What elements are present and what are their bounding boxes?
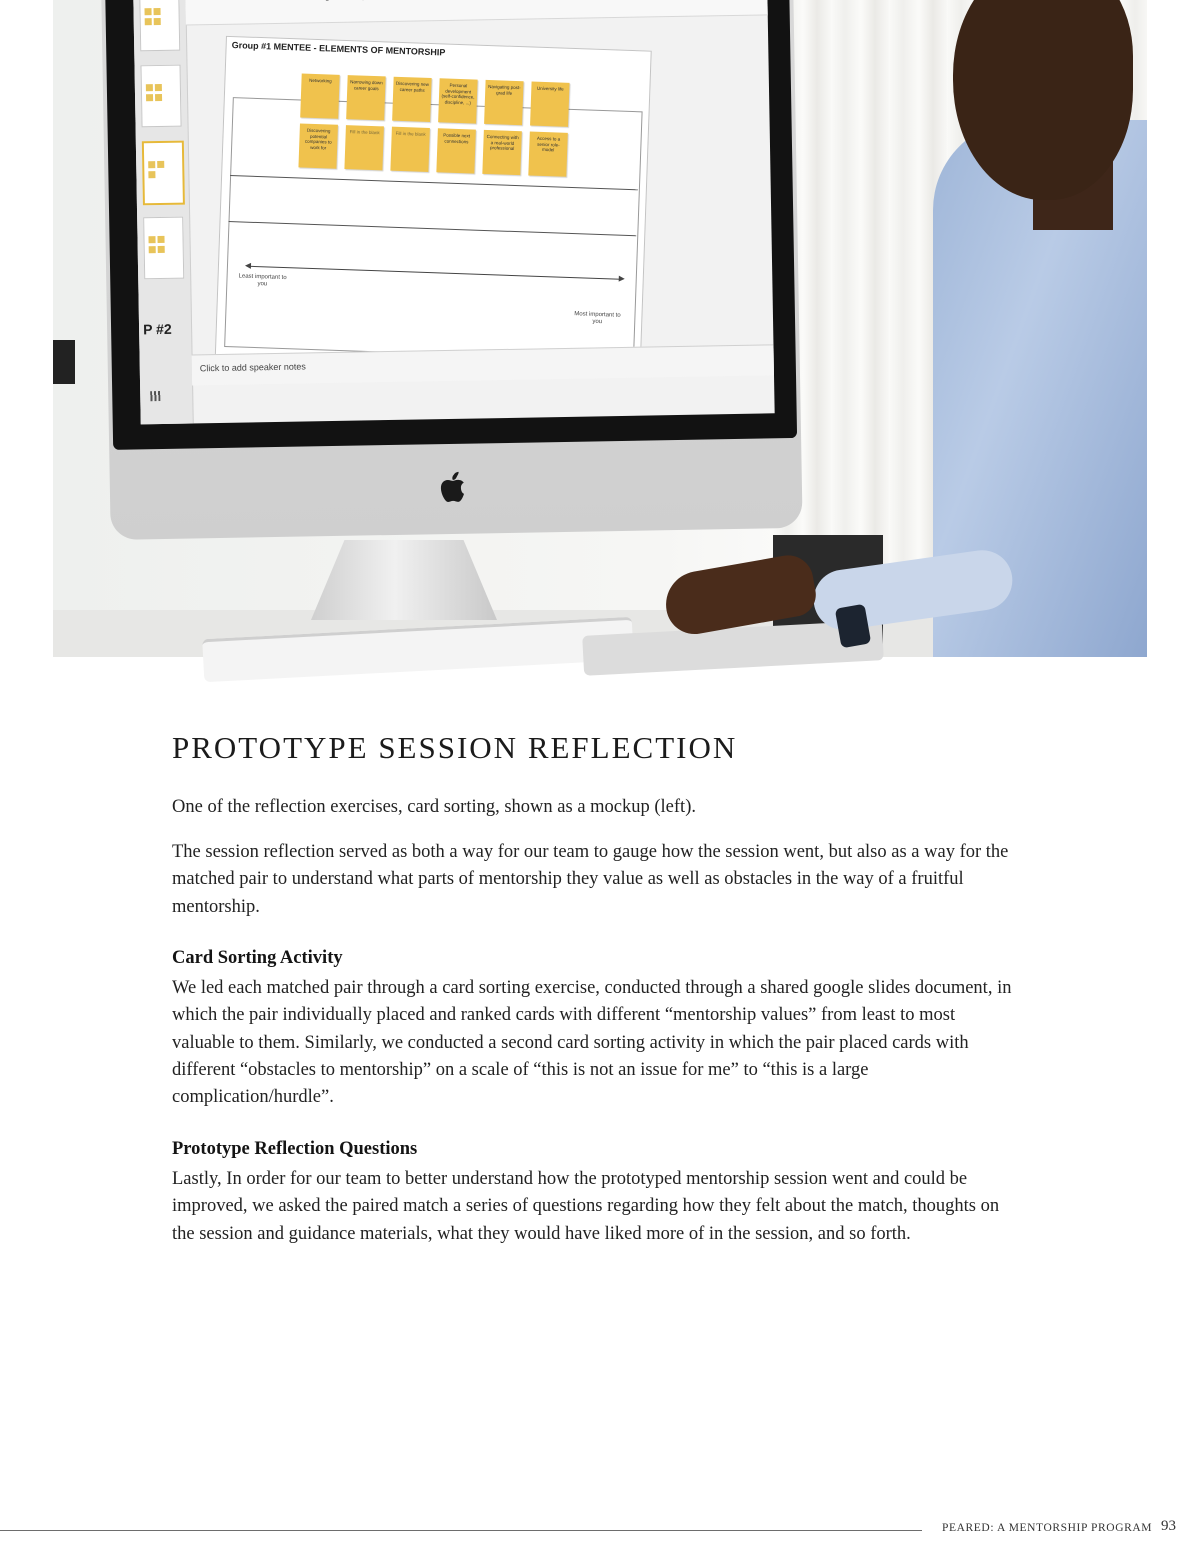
imac-monitor bbox=[101, 0, 803, 540]
card-sorting-slide bbox=[215, 36, 652, 371]
sticky-note: Narrowing down career goals bbox=[346, 75, 386, 120]
slide-thumbnail bbox=[143, 217, 184, 280]
slide-thumbnails bbox=[133, 0, 194, 424]
page-title: PROTOTYPE SESSION REFLECTION bbox=[172, 730, 738, 765]
monitor-bezel bbox=[105, 0, 797, 450]
reflection-paragraph: The session reflection served as both a way for our team to gauge how the session went, but also as a way for the matched pair to understand what parts of mentorship they value as well as obstacles in the way of a fruitful mentorship. bbox=[172, 842, 1009, 917]
monitor-stand bbox=[311, 540, 497, 620]
reflection-questions-body: Lastly, In order for our team to better understand how the prototyped mentorship session went and could be improved, we asked the paired match a series of questions regarding how they felt about the match, thoughts on the session and guidance materials, what they would have liked more of in the session, and so forth. bbox=[172, 1169, 1000, 1244]
grid-view-icon bbox=[150, 391, 160, 401]
monitor-screen bbox=[133, 0, 775, 424]
sticky-note: Personal development (self-confidence, discipline, ...) bbox=[438, 78, 478, 123]
sticky-note: Fill in the blank bbox=[344, 125, 384, 170]
shelf bbox=[53, 340, 75, 384]
footer-publication-label: PEARED: A MENTORSHIP PROGRAM bbox=[942, 1522, 1153, 1534]
page-number: 93 bbox=[1161, 1518, 1176, 1534]
sticky-note: University life bbox=[530, 82, 570, 127]
axis-label-most: Most important to you bbox=[574, 311, 621, 326]
sticky-note: Discovering new career paths bbox=[392, 77, 432, 122]
card-sorting-body: We led each matched pair through a card sorting exercise, conducted through a shared google slides document, in which the pair individually placed and ranked cards with different “mentorship values” from least to most valuable to them. Similarly, we conducted a second card sorting activity in which the pair placed cards with different “obstacles to mentorship” on a scale of “this is not an issue for me” to “this is a large complication/hurdle”. bbox=[172, 978, 1012, 1108]
sticky-note: Connecting with a real-world professional bbox=[482, 130, 522, 175]
sticky-note: Discovering potential companies to work for bbox=[298, 123, 338, 168]
sticky-note: Navigating post-grad life bbox=[484, 80, 524, 125]
toolbar-layout bbox=[353, 0, 377, 1]
reflection-questions-heading: Prototype Reflection Questions bbox=[172, 1139, 418, 1159]
slide-thumbnail bbox=[139, 0, 180, 51]
hero-photo bbox=[53, 0, 1147, 657]
card-sorting-heading: Card Sorting Activity bbox=[172, 948, 343, 968]
footer-rule bbox=[0, 1530, 922, 1531]
axis-label-least: Least important to you bbox=[238, 273, 287, 288]
slide-thumbnail-selected bbox=[142, 141, 185, 206]
arrow-left-icon bbox=[245, 263, 251, 269]
apple-logo-icon bbox=[440, 471, 467, 508]
sticky-note: Access to a senior role-model bbox=[528, 131, 568, 176]
slides-toolbar bbox=[185, 0, 768, 26]
arrow-right-icon bbox=[619, 276, 625, 282]
sticky-note: Possible next connections bbox=[436, 128, 476, 173]
toolbar-background bbox=[307, 0, 350, 1]
sticky-note: Networking bbox=[300, 73, 340, 118]
intro-text: One of the reflection exercises, card sorting, shown as a mockup (left). bbox=[172, 797, 696, 817]
slide-thumbnail bbox=[140, 65, 181, 128]
group-tag: P #2 bbox=[142, 320, 172, 338]
sticky-note: Fill in the blank bbox=[390, 127, 430, 172]
speaker-notes-placeholder: Click to add speaker notes bbox=[199, 361, 306, 374]
slide-title: Group #1 MENTEE - ELEMENTS OF MENTORSHIP bbox=[231, 40, 446, 58]
